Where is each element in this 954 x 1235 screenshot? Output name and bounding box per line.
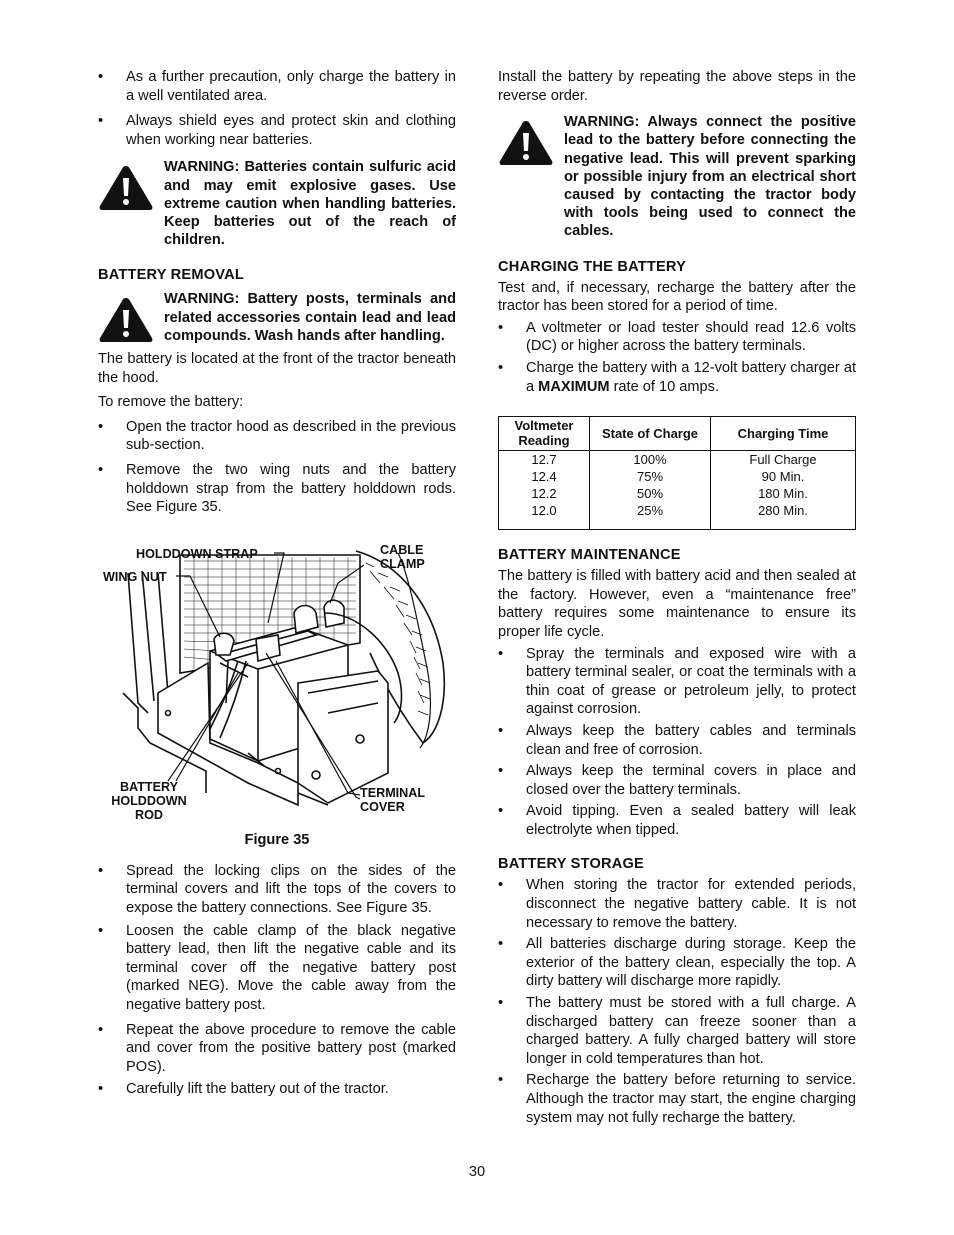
table-row: [499, 485, 856, 502]
list-item: • Spray the terminals and exposed wire with a battery terminal sealer, or coat the terminals with a thin coat of grease or petroleum jelly, to protect against corrosion.: [498, 645, 856, 718]
table-cell: Full Charge: [711, 451, 856, 469]
warning-text: WARNING: Battery posts, terminals and related accessories contain lead and lead compounds. Wash hands after handling.: [164, 291, 456, 344]
list-item: • Repeat the above procedure to remove the cable and cover from the positive battery post (marked POS).: [98, 1021, 456, 1075]
right-column: [498, 68, 856, 1127]
list-item: • Spread the locking clips on the sides of the terminal covers and lift the tops of the covers to expose the battery connections. See Figure 35.: [98, 862, 456, 916]
table-cell: 75%: [590, 468, 711, 485]
list-item: • Carefully lift the battery out of the tractor.: [98, 1081, 389, 1098]
table-header: State of Charge: [590, 417, 711, 451]
warning-text: WARNING: Always connect the positive lead to the battery before connecting the negative lead. This will prevent sparking or possible injury from an electrical short caused by contacting the tractor body with tools being used to connect the cables.: [564, 114, 856, 240]
warning-text: WARNING: Batteries contain sulfuric acid and may emit explosive gases. Use extreme caution when handling batteries. Keep batteries out of the reach of children.: [164, 159, 456, 249]
section-heading: BATTERY REMOVAL: [98, 267, 244, 284]
table-cell: 100%: [590, 451, 711, 469]
label-battery-holddown-rod: BATTERY HOLDDOWN ROD: [111, 779, 187, 822]
list-item: • Charge the battery with a 12-volt battery charger at a MAXIMUM rate of 10 amps.: [498, 359, 856, 395]
table-header-row: [499, 417, 856, 451]
warning-triangle-icon: [98, 296, 154, 344]
table-cell: 12.7: [531, 452, 557, 468]
table-cell: 280 Min.: [711, 502, 856, 530]
warning-block: [498, 113, 856, 240]
table-cell: 12.0: [531, 503, 557, 519]
list-item: • When storing the tractor for extended periods, disconnect the negative battery cable. It is not necessary to remove the battery.: [498, 877, 856, 931]
list-item: • Remove the two wing nuts and the battery holddown strap from the battery holddown rods. See Figure 35.: [98, 461, 456, 516]
table-cell: 12.4: [531, 469, 557, 485]
label-wing-nut: WING NUT: [103, 569, 167, 584]
paragraph: Test and, if necessary, recharge the battery after the tractor has been stored for a period of time.: [498, 279, 856, 315]
table-header: Charging Time: [711, 417, 856, 451]
paragraph: To remove the battery:: [98, 394, 244, 411]
table-row: [499, 468, 856, 485]
list-item: • Recharge the battery before returning to service. Although the tractor may start, the engine charging system may not fully recharge the battery.: [498, 1072, 856, 1126]
list-item: • Always shield eyes and protect skin and clothing when working near batteries.: [98, 113, 456, 148]
label-terminal-cover: TERMINAL COVER: [360, 785, 425, 814]
table-row: [499, 451, 856, 469]
list-item: • All batteries discharge during storage. Keep the exterior of the battery clean, especially the top. A dirty battery will discharge more rapidly.: [498, 936, 856, 990]
table-cell: 90 Min.: [711, 468, 856, 485]
left-column: [98, 68, 456, 1099]
label-cable-clamp: CABLE CLAMP: [380, 542, 425, 571]
list-item: • Always keep the battery cables and terminals clean and free of corrosion.: [498, 722, 856, 758]
warning-block: [98, 158, 456, 249]
label-holddown-strap: HOLDDOWN STRAP: [136, 546, 258, 561]
list-item: • Always keep the terminal covers in place and closed over the battery terminals.: [498, 763, 856, 798]
table-cell: 50%: [590, 485, 711, 502]
warning-triangle-icon: [498, 119, 554, 167]
figure-caption: Figure 35: [244, 831, 310, 848]
paragraph: The battery is filled with battery acid and then sealed at the factory. However, even a “maintenance free” battery requires some maintenance to ensure its proper life cycle.: [498, 568, 856, 640]
figure-35: [98, 543, 456, 828]
table-cell: 180 Min.: [711, 485, 856, 502]
list-item: • Avoid tipping. Even a sealed battery will leak electrolyte when tipped.: [498, 803, 856, 838]
warning-triangle-icon: [98, 164, 154, 212]
list-item: • The battery must be stored with a full charge. A discharged battery can freeze sooner than a charged battery. A fully charged battery will store longer in cold temperatures than hot.: [498, 995, 856, 1067]
section-heading: BATTERY STORAGE: [498, 856, 644, 873]
table-row: [499, 502, 856, 530]
charging-table: [498, 416, 856, 530]
section-heading: CHARGING THE BATTERY: [498, 258, 687, 275]
paragraph: The battery is located at the front of the tractor beneath the hood.: [98, 351, 456, 386]
paragraph: Install the battery by repeating the above steps in the reverse order.: [498, 69, 856, 104]
list-item: • A voltmeter or load tester should read 12.6 volts (DC) or higher across the battery terminals.: [498, 319, 856, 355]
list-item: • Open the tractor hood as described in the previous sub-section.: [98, 418, 456, 454]
section-heading: BATTERY MAINTENANCE: [498, 547, 681, 564]
list-item: • As a further precaution, only charge the battery in a well ventilated area.: [98, 69, 456, 104]
page-number: 30: [468, 1164, 486, 1180]
table-cell: 25%: [590, 502, 711, 530]
warning-block: [98, 290, 456, 345]
table-header: Voltmeter Reading: [499, 417, 590, 451]
table-cell: 12.2: [531, 486, 557, 502]
list-item: • Loosen the cable clamp of the black negative battery lead, then lift the negative cable and its terminal cover off the negative battery post (marked NEG). Move the cable away from the negative battery post.: [98, 922, 456, 1013]
